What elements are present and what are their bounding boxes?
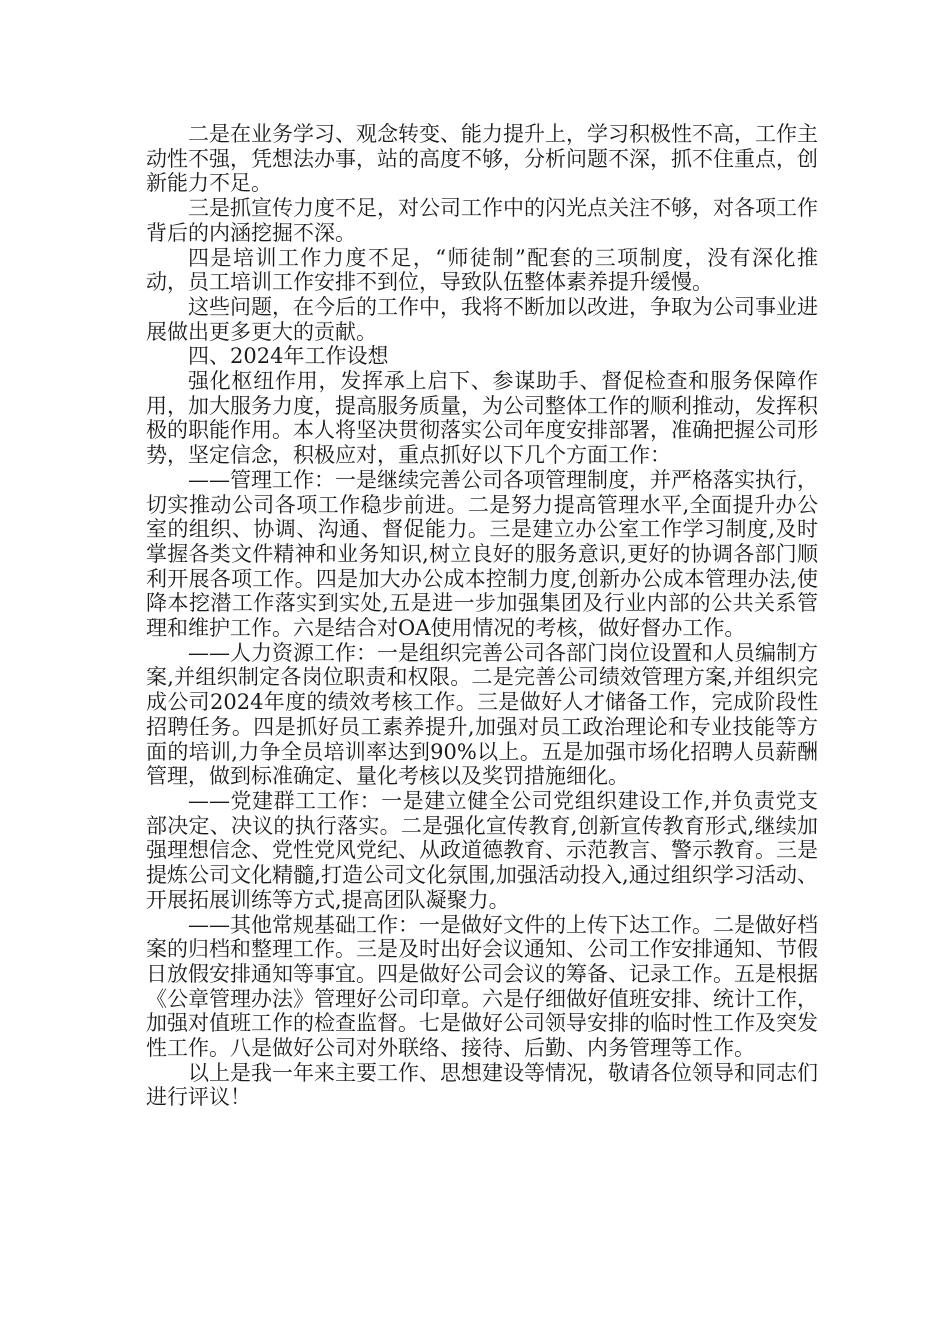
paragraph-problem-4: 四是培训工作力度不足，“师徒制”配套的三项制度，没有深化推动，员工培训工作安排不到位，导致队伍整体素养提升缓慢。 [146, 245, 818, 295]
paragraph-closing: 以上是我一年来主要工作、思想建设等情况，敬请各位领导和同志们进行评议！ [146, 1060, 818, 1110]
paragraph-plan-intro: 强化枢纽作用，发挥承上启下、参谋助手、督促检查和服务保障作用，加大服务力度，提高服务质量，为公司整体工作的顺利推动，发挥积极的职能作用。本人将坚决贯彻落实公司年度安排部署，准确把握公司形势，坚定信念，积极应对，重点抓好以下几个方面工作： [146, 369, 818, 468]
section-heading-2024-plan: 四、2024年工作设想 [188, 344, 389, 369]
document-body [146, 122, 818, 1110]
paragraph-problem-2: 二是在业务学习、观念转变、能力提升上，学习积极性不高，工作主动性不强，凭想法办事，站的高度不够，分析问题不深，抓不住重点，创新能力不足。 [146, 122, 818, 196]
paragraph-management-work: ——管理工作：一是继续完善公司各项管理制度，并严格落实执行，切实推动公司各项工作稳步前进。二是努力提高管理水平,全面提升办公室的组织、协调、沟通、督促能力。三是建立办公室工作学习制度,及时掌握各类文件精神和业务知识,树立良好的服务意识,更好的协调各部门顺利开展各项工作。四是加大办公成本控制力度,创新办公成本管理办法,使降本挖潜工作落实到实处,五是进一步加强集团及行业内部的公共关系管理和维护工作。六是结合对OA使用情况的考核，做好督办工作。 [146, 467, 818, 641]
paragraph-improvement: 这些问题，在今后的工作中，我将不断加以改进，争取为公司事业进展做出更多更大的贡献。 [146, 294, 818, 344]
paragraph-problem-3: 三是抓宣传力度不足，对公司工作中的闪光点关注不够，对各项工作背后的内涵挖掘不深。 [146, 196, 818, 245]
paragraph-routine-work: ——其他常规基础工作：一是做好文件的上传下达工作。二是做好档案的归档和整理工作。三是及时出好会议通知、公司工作安排通知、节假日放假安排通知等事宜。四是做好公司会议的筹备、记录工作。五是根据《公章管理办法》管理好公司印章。六是仔细做好值班安排、统计工作，加强对值班工作的检查监督。七是做好公司领导安排的临时性工作及突发性工作。八是做好公司对外联络、接待、后勤、内务管理等工作。 [146, 912, 818, 1061]
paragraph-hr-work: ——人力资源工作：一是组织完善公司各部门岗位设置和人员编制方案,并组织制定各岗位职责和权限。二是完善公司绩效管理方案,并组织完成公司2024年度的绩效考核工作。三是做好人才储备工作，完成阶段性招聘任务。四是抓好员工素养提升,加强对员工政治理论和专业技能等方面的培训,力争全员培训率达到90%以上。五是加强市场化招聘人员薪酬管理，做到标准确定、量化考核以及奖罚措施细化。 [146, 640, 818, 789]
paragraph-party-work: ——党建群工工作：一是建立健全公司党组织建设工作,并负责党支部决定、决议的执行落实。二是强化宣传教育,创新宣传教育形式,继续加强理想信念、党性党风党纪、从政道德教育、示范教言、警示教育。三是提炼公司文化精髓,打造公司文化氛围,加强活动投入,通过组织学习活动、开展拓展训练等方式,提高团队凝聚力。 [146, 788, 818, 912]
